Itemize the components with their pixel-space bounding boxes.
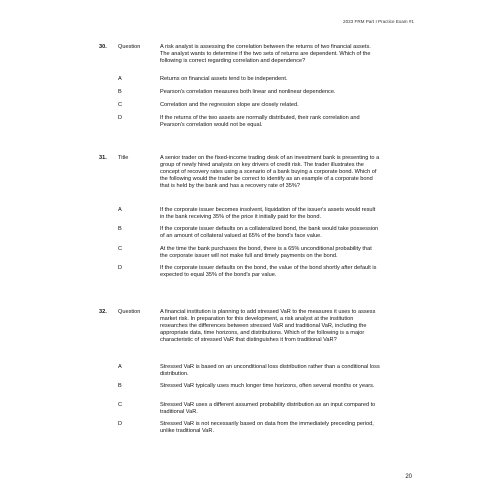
question-number: 32. — [99, 309, 107, 315]
question-stem: A senior trader on the fixed-income trading desk of an investment bank is presenting to a group of newly hired analysts on key drivers of credit risk. The trader illustrates the concept of recovery rates using a scenario of a bank buying a corporate bond. Which of the following would the trader be correct to identify as an example of a corporate bond that is held by the bank and has a recovery rate of 35%? — [160, 155, 380, 189]
option-letter: C — [118, 246, 123, 252]
option-text: At the time the bank purchases the bond, there is a 65% unconditional probability that the corporate issuer will not make full and timely payments on the bond. — [160, 246, 372, 259]
question-number: 31. — [99, 155, 107, 161]
option-letter: B — [118, 226, 122, 232]
option-text: If the returns of the two assets are normally distributed, their rank correlation and Pearson's correlation would not be equal. — [160, 115, 360, 128]
question-label: Question — [118, 309, 141, 315]
question-label: Question — [118, 44, 141, 50]
question-number: 30. — [99, 44, 107, 50]
page-number: 20 — [405, 474, 412, 480]
question-label: Title — [118, 155, 129, 161]
option-text: Stressed VaR uses a different assumed probability distribution as an input compared to traditional VaR. — [160, 402, 376, 415]
question-stem: A financial institution is planning to add stressed VaR to the measures it uses to assess market risk. In preparation for this development, a risk analyst at the institution researches the differences between stressed VaR and traditional VaR, including the appropriate data, time horizons, and distributions. Which of the following is a major characteristic of stressed VaR that distinguishes it from traditional VaR? — [160, 309, 376, 343]
option-text: If the corporate issuer defaults on a collateralized bond, the bank would take possession of an amount of collateral valued at 65% of the bond's face value. — [160, 226, 379, 239]
option-text: Returns on financial assets tend to be independent. — [160, 76, 288, 82]
option-letter: A — [118, 364, 122, 370]
option-text: If the corporate issuer becomes insolvent, liquidation of the issuer's assets would result in the bank receiving 35% of the price it initially paid for the bond. — [160, 207, 376, 220]
option-letter: A — [118, 207, 122, 213]
question-stem: A risk analyst is assessing the correlation between the returns of two financial assets. The analyst wants to determine if the two sets of returns are dependent. Which of the following is correct regarding correlation and dependence? — [160, 44, 371, 64]
option-letter: C — [118, 102, 123, 108]
option-letter: B — [118, 383, 122, 389]
option-letter: A — [118, 76, 122, 82]
option-letter: D — [118, 421, 123, 427]
option-letter: D — [118, 265, 123, 271]
option-text: Stressed VaR is based on an unconditional loss distribution rather than a conditional loss distribution. — [160, 364, 380, 377]
option-letter: B — [118, 89, 122, 95]
option-text: Stressed VaR typically uses much longer time horizons, often several months or years. — [160, 383, 375, 389]
option-text: Stressed VaR is not necessarily based on data from the immediately preceding period, unlike traditional VaR. — [160, 421, 374, 434]
option-text: If the corporate issuer defaults on the bond, the value of the bond shortly after default is expected to equal 35% of the bond's par value. — [160, 265, 377, 278]
page-header: 2023 FRM Part I Practice Exam #1 — [343, 19, 414, 24]
option-letter: C — [118, 402, 123, 408]
option-text: Correlation and the regression slope are closely related. — [160, 102, 299, 108]
option-text: Pearson's correlation measures both linear and nonlinear dependence. — [160, 89, 336, 95]
option-letter: D — [118, 115, 123, 121]
